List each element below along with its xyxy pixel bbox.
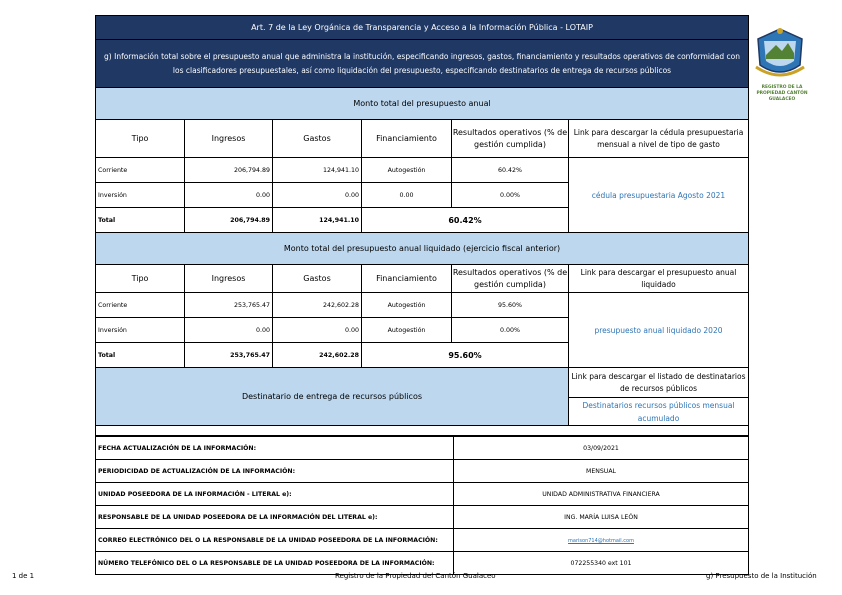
info-value: 072255340 ext 101 — [454, 552, 749, 575]
footer-right: g) Presupuesto de la Institución — [706, 572, 817, 580]
info-value: UNIDAD ADMINISTRATIVA FINANCIERA — [454, 483, 749, 506]
col-gastos: Gastos — [273, 120, 362, 158]
cell-financiamiento: 0.00 — [362, 183, 452, 208]
cell-financiamiento: Autogestión — [362, 158, 452, 183]
cell-financiamiento: Autogestión — [362, 318, 452, 343]
cell-gastos: 124,941.10 — [273, 158, 362, 183]
info-label: NÚMERO TELEFÓNICO DEL O LA RESPONSABLE DE LA UNIDAD POSEEDORA DE LA INFORMACIÓN: — [96, 552, 454, 575]
cell-ingresos: 0.00 — [185, 183, 273, 208]
cell-gastos: 0.00 — [273, 318, 362, 343]
info-label: FECHA ACTUALIZACIÓN DE LA INFORMACIÓN: — [96, 437, 454, 460]
info-row — [96, 529, 749, 552]
table-row — [96, 293, 749, 318]
email-link[interactable]: marison714@hotmail.com — [568, 537, 634, 544]
cell-gastos: 0.00 — [273, 183, 362, 208]
total-label: Total — [96, 208, 185, 233]
budget-table — [95, 15, 749, 436]
total-gastos: 124,941.10 — [273, 208, 362, 233]
footer-center: Registro de la Propiedad del Cantón Gualaceo — [335, 572, 496, 580]
total-resultado: 60.42% — [362, 208, 569, 233]
cell-gastos: 242,602.28 — [273, 293, 362, 318]
col-ingresos: Ingresos — [185, 120, 273, 158]
info-row — [96, 483, 749, 506]
info-label: UNIDAD POSEEDORA DE LA INFORMACIÓN - LITERAL e): — [96, 483, 454, 506]
spacer-row — [96, 426, 749, 436]
cell-tipo: Inversión — [96, 318, 185, 343]
lotaip-sheet — [95, 15, 748, 575]
budget-section-title: Monto total del presupuesto anual — [96, 88, 749, 120]
liquidated-section-title: Monto total del presupuesto anual liquidado (ejercicio fiscal anterior) — [96, 233, 749, 265]
col-tipo: Tipo — [96, 265, 185, 293]
page-title: Art. 7 de la Ley Orgánica de Transparencia y Acceso a la Información Pública - LOTAIP — [96, 16, 749, 40]
cell-ingresos: 206,794.89 — [185, 158, 273, 183]
info-value: ING. MARÍA LUISA LEÓN — [454, 506, 749, 529]
cell-resultado: 60.42% — [452, 158, 569, 183]
col-financiamiento: Financiamiento — [362, 265, 452, 293]
col-tipo: Tipo — [96, 120, 185, 158]
liquidated-link-header: Link para descargar el presupuesto anual liquidado — [569, 265, 749, 293]
recipients-link-header: Link para descargar el listado de destinatarios de recursos públicos — [569, 368, 749, 398]
info-label: CORREO ELECTRÓNICO DEL O LA RESPONSABLE DE LA UNIDAD POSEEDORA DE LA INFORMACIÓN: — [96, 529, 454, 552]
info-row — [96, 506, 749, 529]
info-value: 03/09/2021 — [454, 437, 749, 460]
cell-resultado: 95.60% — [452, 293, 569, 318]
info-label: PERIODICIDAD DE ACTUALIZACIÓN DE LA INFORMACIÓN: — [96, 460, 454, 483]
info-label: RESPONSABLE DE LA UNIDAD POSEEDORA DE LA INFORMACIÓN DEL LITERAL e): — [96, 506, 454, 529]
total-ingresos: 253,765.47 — [185, 343, 273, 368]
cell-tipo: Corriente — [96, 158, 185, 183]
col-resultados: Resultados operativos (% de gestión cumplida) — [452, 120, 569, 158]
col-resultados: Resultados operativos (% de gestión cumplida) — [452, 265, 569, 293]
budget-download-link[interactable]: cédula presupuestaria Agosto 2021 — [569, 158, 749, 233]
recipients-download-link[interactable]: Destinatarios recursos públicos mensual acumulado — [569, 398, 749, 426]
info-table — [95, 436, 749, 575]
liquidated-download-link[interactable]: presupuesto anual liquidado 2020 — [569, 293, 749, 368]
cell-tipo: Inversión — [96, 183, 185, 208]
section-description: g) Información total sobre el presupuesto anual que administra la institución, especificando ingresos, gastos, financiamiento y resultados operativos de conformidad con los clasificadores presupuestales, así como liquidación del presupuesto, especificando destinatarios de entrega de recursos públicos — [96, 40, 749, 88]
budget-link-header: Link para descargar la cédula presupuestaria mensual a nivel de tipo de gasto — [569, 120, 749, 158]
cell-resultado: 0.00% — [452, 183, 569, 208]
cell-ingresos: 0.00 — [185, 318, 273, 343]
cell-financiamiento: Autogestión — [362, 293, 452, 318]
cell-resultado: 0.00% — [452, 318, 569, 343]
cell-tipo: Corriente — [96, 293, 185, 318]
info-row — [96, 460, 749, 483]
total-resultado: 95.60% — [362, 343, 569, 368]
footer-page: 1 de 1 — [12, 572, 35, 580]
logo-label: REGISTRO DE LA PROPIEDAD CANTÓN GUALACEO — [756, 85, 808, 102]
info-value: MENSUAL — [454, 460, 749, 483]
info-row — [96, 437, 749, 460]
recipients-title: Destinatario de entrega de recursos públicos — [96, 368, 569, 426]
table-row — [96, 158, 749, 183]
col-ingresos: Ingresos — [185, 265, 273, 293]
total-label: Total — [96, 343, 185, 368]
cell-ingresos: 253,765.47 — [185, 293, 273, 318]
col-gastos: Gastos — [273, 265, 362, 293]
col-financiamiento: Financiamiento — [362, 120, 452, 158]
total-ingresos: 206,794.89 — [185, 208, 273, 233]
total-gastos: 242,602.28 — [273, 343, 362, 368]
